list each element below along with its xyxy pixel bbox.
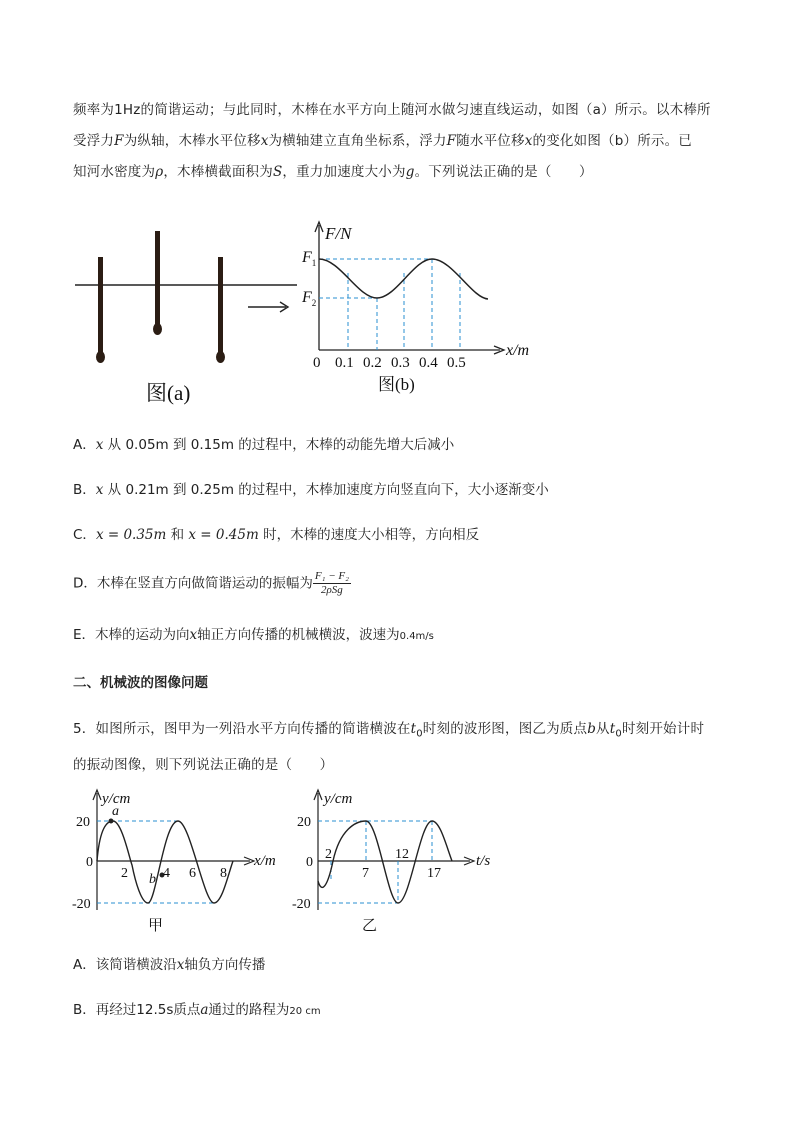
figure-b-guides [319, 259, 460, 350]
figure-b-tick-3: 0.3 [391, 355, 410, 371]
yi-xlabel: t/s [476, 853, 491, 869]
jia-xtick-6: 6 [189, 866, 196, 881]
q5-line-1: 5．如图所示，图甲为一列沿水平方向传播的简谐横波在$t_0$时刻的波形图，图乙为质点b从$t_0$时刻开始计时 [73, 721, 705, 740]
yi-ytick-0: 0 [306, 855, 313, 870]
F2-label: $F_2$ [302, 289, 317, 308]
rod-2 [153, 231, 162, 335]
jia-caption: 甲 [148, 918, 164, 934]
jia-xtick-2: 2 [121, 866, 128, 881]
section-heading: 二、机械波的图像问题 [73, 675, 208, 691]
figure-b-curve [319, 259, 488, 299]
q4-option-b: B．x 从 0.21m 到 0.25m 的过程中，木棒加速度方向竖直向下，大小逐渐变小 [73, 482, 549, 498]
point-a-marker [109, 819, 114, 824]
figure-a-caption: 图(a) [146, 381, 191, 405]
arrow-icon [248, 302, 288, 312]
intro-line-3: 知河水密度为ρ，木棒横截面积为S，重力加速度大小为g。下列说法正确的是（ ） [73, 164, 593, 180]
q5-option-b: B．再经过12.5s质点a通过的路程为20 cm [73, 1002, 321, 1018]
figure-b-tick-5: 0.5 [447, 355, 466, 371]
jia-ytick-20: 20 [76, 815, 90, 830]
figure-yi [292, 790, 490, 934]
jia-ytick-0: 0 [86, 855, 93, 870]
figure-b-tick-4: 0.4 [419, 355, 438, 371]
q5-line-2: 的振动图像，则下列说法正确的是（ ） [73, 756, 334, 773]
yi-xtick-7: 7 [362, 866, 369, 881]
jia-ytick-neg20: -20 [72, 897, 91, 912]
intro-line-1: 频率为1Hz的简谐运动；与此同时，木棒在水平方向上随河水做匀速直线运动，如图（a）所示。以木棒所 [73, 102, 711, 118]
figure-b-tick-1: 0.1 [335, 355, 354, 371]
jia-xlabel: x/m [254, 853, 276, 869]
figure-b-tick-0: 0 [313, 355, 321, 371]
q4-option-e: E．木棒的运动为向x轴正方向传播的机械横波，波速为0.4m/s [73, 627, 434, 643]
rod-3 [216, 257, 225, 363]
amplitude-fraction: $\frac{\text{F₁ − F₂}}{\text{2ρSg}}$ [314, 570, 349, 596]
yi-ytick-20: 20 [297, 815, 311, 830]
jia-label-a: a [112, 804, 119, 819]
yi-xtick-17: 17 [427, 866, 441, 881]
figure-jia [72, 790, 276, 934]
q4-option-c: C．x = 0.35m 和 x = 0.45m 时，木棒的速度大小相等，方向相反 [73, 527, 480, 543]
q5-option-a: A．该简谐横波沿x轴负方向传播 [73, 957, 266, 973]
figure-b-ylabel: F/N [325, 224, 352, 243]
figure-b-xlabel: x/m [506, 342, 530, 359]
figure-jia-yi [0, 785, 794, 945]
intro-line-2: 受浮力F为纵轴，木棒水平位移x为横轴建立直角坐标系，浮力F随水平位移x的变化如图（b）所示。已 [73, 133, 693, 149]
rod-1 [96, 257, 105, 363]
jia-xtick-4: 4 [163, 866, 170, 881]
jia-ylabel: y/cm [102, 791, 131, 807]
q4-option-a: A．x 从 0.05m 到 0.15m 的过程中，木棒的动能先增大后减小 [73, 437, 455, 453]
yi-ytick-neg20: -20 [292, 897, 311, 912]
intro-paragraph [73, 95, 723, 188]
yi-xtick-12: 12 [395, 847, 409, 862]
yi-xtick-2: 2 [325, 847, 332, 862]
q4-option-d: D．木棒在竖直方向做简谐运动的振幅为 $\frac{\text{F₁ − F₂}}{\text{2ρSg}}$ [73, 570, 349, 596]
figure-b-tick-2: 0.2 [363, 355, 382, 371]
yi-ylabel: y/cm [324, 791, 353, 807]
jia-wave [97, 821, 233, 903]
figure-a-b [0, 215, 794, 415]
jia-xtick-8: 8 [220, 866, 227, 881]
figure-b-caption: 图(b) [378, 375, 415, 394]
q5-stem [73, 714, 723, 781]
yi-caption: 乙 [362, 918, 378, 934]
yi-wave [318, 821, 452, 903]
jia-label-b: b [149, 872, 156, 887]
F1-label: $F_1$ [302, 249, 317, 268]
